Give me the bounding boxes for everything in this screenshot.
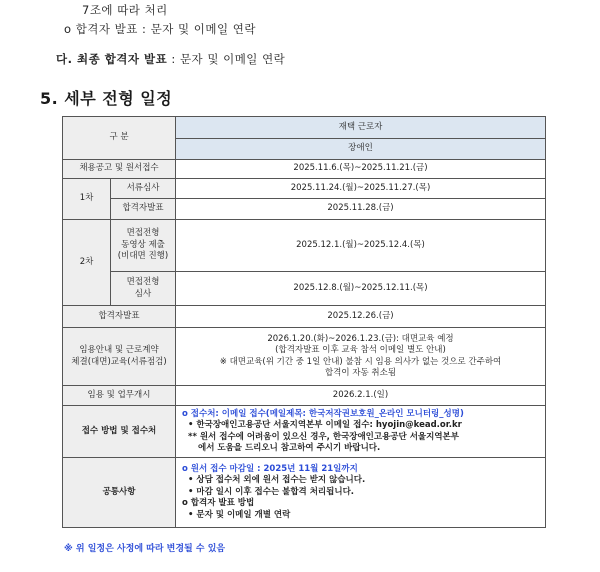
col-header-category: 재택 근로자 xyxy=(176,117,546,139)
footnote: ※ 위 일정은 사정에 따라 변경될 수 있음 xyxy=(64,544,226,554)
guide-label-line: 체결(대면)교육(서류점검) xyxy=(71,356,167,367)
row-interview-label xyxy=(111,272,176,306)
row-video-label xyxy=(111,220,176,272)
row-final-value: 2025.12.26.(금) xyxy=(176,306,546,328)
row-method-label: 접수 방법 및 접수처 xyxy=(63,406,176,458)
common-line: o 원서 접수 마감일 : 2025년 11월 21일까지 xyxy=(182,463,358,474)
row-posting-label: 채용공고 및 원서접수 xyxy=(63,160,176,179)
schedule-table xyxy=(62,116,546,528)
row-pass1-value: 2025.11.28.(금) xyxy=(176,199,546,220)
common-line: • 상담 접수처 외에 원서 접수는 받지 않습니다. xyxy=(188,475,366,486)
method-line: • 한국장애인고용공단 서울지역본부 이메일 접수: hyojin@kead.or.kr xyxy=(188,420,462,431)
common-line: o 합격자 발표 방법 xyxy=(182,498,255,509)
row-pass1-label: 합격자발표 xyxy=(111,199,176,220)
row-guide-label xyxy=(63,328,176,386)
row-stage2-label: 2차 xyxy=(63,220,111,306)
row-guide-value xyxy=(176,328,546,386)
intro-line-1: 7조에 따라 처리 xyxy=(82,3,168,17)
col-header-label: 구 분 xyxy=(63,117,176,160)
intro-line-3 xyxy=(56,51,285,67)
interview-label-line: 심사 xyxy=(134,288,152,299)
guide-value-line: 2026.1.20.(화)~2026.1.23.(금): 대면교육 예정 xyxy=(267,333,454,344)
guide-value-line: ※ 대면교육(위 기간 중 1일 안내) 불참 시 임용 의사가 없는 것으로 간주하여 xyxy=(219,356,502,367)
method-line: ** 원서 접수에 어려움이 있으신 경우, 한국장애인고용공단 서울지역본부 xyxy=(188,431,459,442)
guide-value-line: 합격이 자동 취소됨 xyxy=(324,367,397,378)
row-screening-label: 서류심사 xyxy=(111,179,176,199)
guide-label-line: 임용안내 및 근로계약 xyxy=(79,345,159,356)
video-label-line: 동영상 제출 xyxy=(121,239,165,250)
row-common-label: 공통사항 xyxy=(63,458,176,528)
method-line: o 접수처: 이메일 접수(메일제목: 한국저작권보호원_온라인 모니터링_성명) xyxy=(182,408,464,419)
row-start-label: 임용 및 업무개시 xyxy=(63,386,176,406)
row-common-value xyxy=(176,458,546,528)
row-final-label: 합격자발표 xyxy=(63,306,176,328)
interview-label-line: 면접전형 xyxy=(126,277,160,288)
final-announce-text: : 문자 및 이메일 연락 xyxy=(167,52,286,66)
row-method-value xyxy=(176,406,546,458)
row-posting-value: 2025.11.6.(목)~2025.11.21.(금) xyxy=(176,160,546,179)
video-label-line: (비대면 진행) xyxy=(117,251,169,262)
intro-line-2-text: 합격자 발표 : 문자 및 이메일 연락 xyxy=(75,22,256,36)
guide-value-line: (합격자발표 이후 교육 참석 이메일 별도 안내) xyxy=(275,345,446,356)
final-announce-label: 다. 최종 합격자 발표 xyxy=(56,52,168,66)
col-header-sub: 장애인 xyxy=(176,139,546,160)
section-title: 5. 세부 전형 일정 xyxy=(40,89,173,108)
row-start-value: 2026.2.1.(일) xyxy=(176,386,546,406)
row-interview-value: 2025.12.8.(월)~2025.12.11.(목) xyxy=(176,272,546,306)
intro-line-2 xyxy=(64,21,256,37)
row-stage1-label: 1차 xyxy=(63,179,111,220)
method-line: 에서 도움을 드리오니 참고하여 주시기 바랍니다. xyxy=(198,442,381,453)
video-label-line: 면접전형 xyxy=(126,228,160,239)
common-line: • 문자 및 이메일 개별 연락 xyxy=(188,509,291,520)
row-screening-value: 2025.11.24.(월)~2025.11.27.(목) xyxy=(176,179,546,199)
row-video-value: 2025.12.1.(월)~2025.12.4.(목) xyxy=(176,220,546,272)
bullet: o xyxy=(64,22,72,36)
common-line: • 마감 일시 이후 접수는 불합격 처리됩니다. xyxy=(188,486,355,497)
